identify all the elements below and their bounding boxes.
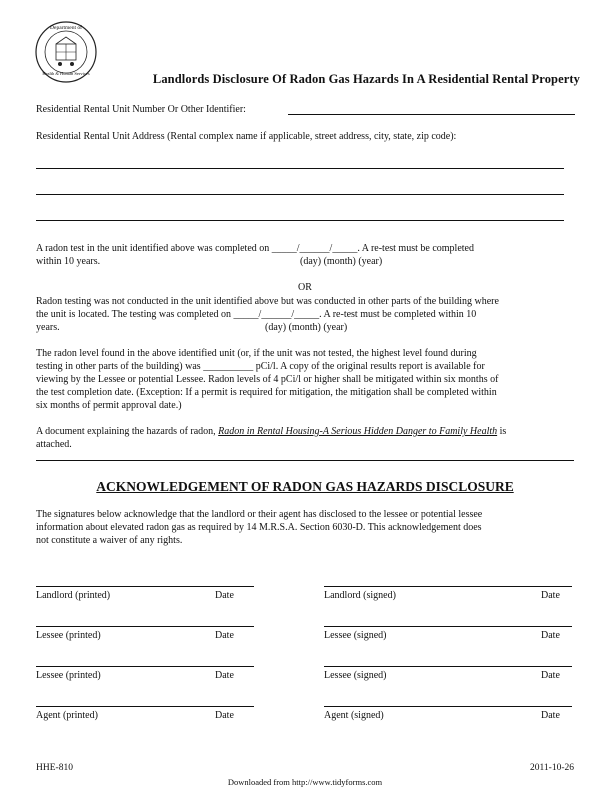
section-divider: [36, 460, 574, 461]
document-note-prefix: A document explaining the hazards of radon,: [36, 426, 219, 437]
page-title: Landlords Disclosure Of Radon Gas Hazards In A Residential Rental Property: [152, 72, 580, 86]
lessee-1-printed-line[interactable]: [36, 626, 254, 627]
document-note-line-1: [36, 425, 506, 438]
acknowledgement-line-3: not constitute a waiver of any rights.: [36, 535, 183, 546]
not-conducted-date-legend: (day) (month) (year): [265, 322, 348, 333]
address-line-3[interactable]: [36, 220, 564, 221]
seal-text-bottom: Health & Human Services: [42, 71, 90, 76]
not-conducted-line-1: Radon testing was not conducted in the unit identified above but was conducted in other parts of the building where: [36, 296, 499, 307]
lessee-1-printed-date-label: Date: [215, 630, 234, 641]
agent-signed-date-label: Date: [541, 710, 560, 721]
agent-signed-line[interactable]: [324, 706, 572, 707]
acknowledgement-line-1: The signatures below acknowledge that the landlord or their agent has disclosed to the lessee or potential lessee: [36, 509, 483, 520]
radon-document-link[interactable]: Radon in Rental Housing-A Serious Hidden Danger to Family Health: [218, 426, 498, 437]
radon-level-line-3: viewing by the Lessee or potential Lessee. Radon levels of 4 pCi/l or higher shall be mitigated within six months of: [36, 374, 499, 385]
lessee-2-printed-label: Lessee (printed): [36, 670, 101, 681]
lessee-1-signed-label: Lessee (signed): [324, 630, 387, 641]
address-line-1[interactable]: [36, 168, 564, 169]
landlord-printed-label: Landlord (printed): [36, 590, 111, 601]
lessee-2-signed-label: Lessee (signed): [324, 670, 387, 681]
agent-printed-line[interactable]: [36, 706, 254, 707]
radon-level-line-1: The radon level found in the above identified unit (or, if the unit was not tested, the highest level found during: [36, 348, 477, 359]
acknowledgement-heading: ACKNOWLEDGEMENT OF RADON GAS HAZARDS DISCLOSURE: [96, 479, 514, 494]
landlord-printed-date-label: Date: [215, 590, 234, 601]
seal-text-top: Department of: [50, 25, 82, 31]
unit-address-label: Residential Rental Unit Address (Rental complex name if applicable, street address, city, state, zip code):: [36, 131, 457, 142]
test-completed-line-1: A radon test in the unit identified above was completed on _____/______/_____. A re-test must be completed: [36, 243, 474, 254]
agent-printed-label: Agent (printed): [36, 710, 98, 721]
lessee-2-signed-line[interactable]: [324, 666, 572, 667]
lessee-1-signed-line[interactable]: [324, 626, 572, 627]
form-id: HHE-810: [36, 763, 73, 773]
landlord-printed-line[interactable]: [36, 586, 254, 587]
radon-level-line-5: six months of permit approval date.): [36, 400, 182, 411]
lessee-2-signed-date-label: Date: [541, 670, 560, 681]
document-note-suffix: is: [497, 426, 507, 437]
test-completed-date-legend: (day) (month) (year): [300, 256, 383, 267]
test-completed-line-2: within 10 years.: [36, 256, 101, 267]
lessee-1-signed-date-label: Date: [541, 630, 560, 641]
not-conducted-line-2: the unit is located. The testing was completed on _____/______/_____. A re-test must be completed within 10: [36, 309, 477, 320]
not-conducted-line-3: years.: [36, 322, 60, 333]
lessee-1-printed-label: Lessee (printed): [36, 630, 101, 641]
landlord-signed-date-label: Date: [541, 590, 560, 601]
landlord-signed-line[interactable]: [324, 586, 572, 587]
agent-signed-label: Agent (signed): [324, 710, 384, 721]
unit-identifier-label: Residential Rental Unit Number Or Other Identifier:: [36, 104, 246, 115]
or-separator: OR: [298, 282, 312, 293]
download-source[interactable]: Downloaded from http://www.tidyforms.com: [227, 777, 383, 787]
form-date: 2011-10-26: [530, 763, 574, 773]
unit-identifier-field[interactable]: [288, 114, 575, 115]
state-seal: [34, 20, 98, 84]
document-note-line-2: attached.: [36, 439, 72, 450]
radon-level-line-2: testing in other parts of the building) was __________ pCi/l. A copy of the original results report is available for: [36, 361, 485, 372]
lessee-2-printed-line[interactable]: [36, 666, 254, 667]
radon-level-line-4: the test completion date. (Exception: If a permit is required for mitigation, the mitigation shall be completed within: [36, 387, 497, 398]
landlord-signed-label: Landlord (signed): [324, 590, 396, 601]
address-line-2[interactable]: [36, 194, 564, 195]
acknowledgement-line-2: information about elevated radon gas as required by 14 M.R.S.A. Section 6030-D. This acknowledgement does: [36, 522, 482, 533]
lessee-2-printed-date-label: Date: [215, 670, 234, 681]
agent-printed-date-label: Date: [215, 710, 234, 721]
